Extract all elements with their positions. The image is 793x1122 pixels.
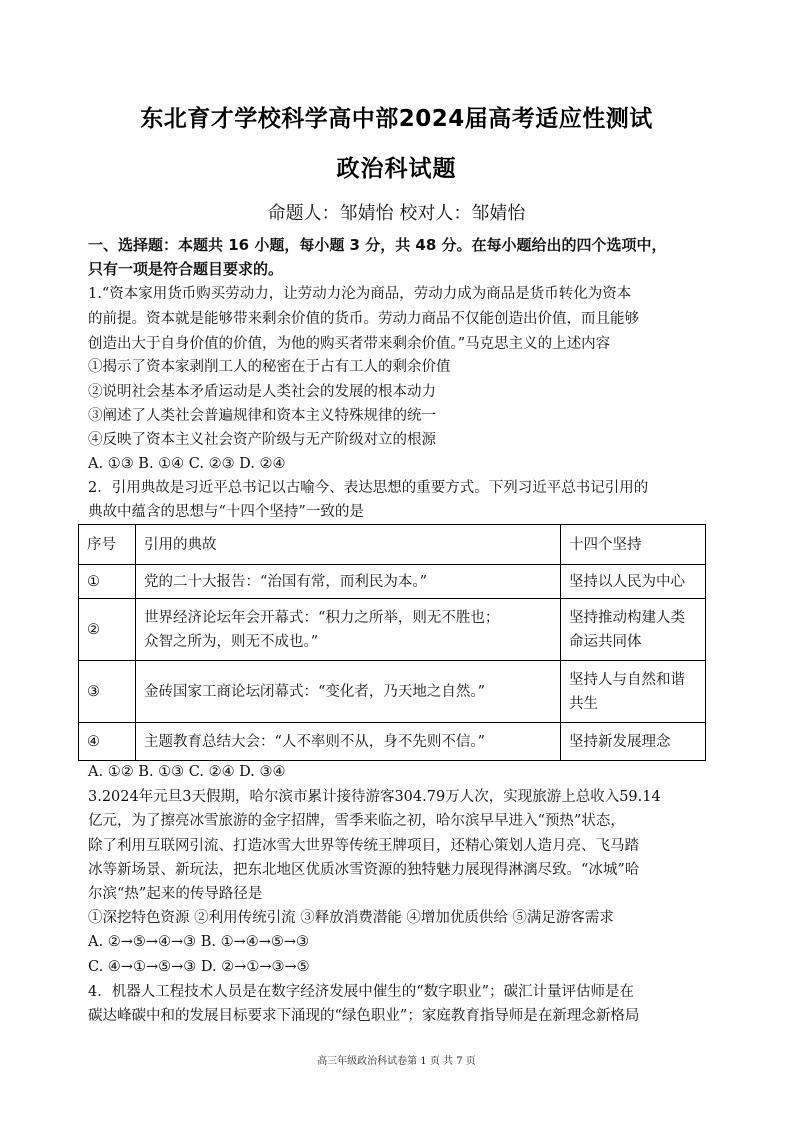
q1-item: ④反映了资本主义社会资产阶级与无产阶级对立的根源: [88, 432, 436, 448]
q3-stem-line: 3.2024年元旦3天假期，哈尔滨市累计接待游客304.79万人次，实现旅游上总收入59.14: [88, 789, 661, 805]
adherence-line: 共生: [569, 695, 598, 712]
quote-line: 世界经济论坛年会开幕式：“积力之所举，则无不胜也；: [144, 609, 500, 626]
section-heading-line-1: 一、选择题：本题共 16 小题，每小题 3 分，共 48 分。在每小题给出的四个选项中，: [88, 236, 667, 254]
table-header-cell: 序号: [79, 525, 136, 565]
table-header-row: [79, 525, 706, 565]
adherence-line: 坚持以人民为中心: [569, 573, 685, 590]
table-row: [79, 661, 706, 723]
row-number: ④: [79, 723, 136, 761]
q3-stem-line: 冰等新场景、新玩法，把东北地区优质冰雪资源的独特魅力展现得淋漓尽致。“冰城”哈: [88, 862, 640, 878]
q1-stem-line: 1.“资本家用货币购买劳动力，让劳动力沦为商品，劳动力成为商品是货币转化为资本: [88, 286, 632, 302]
q3-options-ab: A. ②→⑤→④→③ B. ①→④→⑤→③: [88, 934, 310, 950]
table-header-cell: 引用的典故: [136, 525, 561, 565]
q1-item: ②说明社会基本矛盾运动是人类社会的发展的根本动力: [88, 384, 436, 400]
quote-line: 金砖国家工商论坛闭幕式：“变化者，乃天地之自然。”: [144, 683, 486, 700]
q4-stem-line: 碳达峰碳中和的发展目标要求下涌现的“绿色职业”；家庭教育指导师是在新理念新格局: [88, 1008, 640, 1024]
q2-stem-line: 2．引用典故是习近平总书记以古喻今、表达思想的重要方式。下列习近平总书记引用的: [88, 480, 649, 496]
q1-item: ③阐述了人类社会普遍规律和资本主义特殊规律的统一: [88, 408, 436, 424]
table-row: [79, 723, 706, 761]
section-heading-line-2: 只有一项是符合题目要求的。: [88, 260, 284, 278]
row-adherence: [561, 565, 706, 599]
q3-stem-line: 除了利用互联网引流、打造冰雪大世界等传统王牌项目，还精心策划人造月亮、飞马踏: [88, 838, 639, 854]
row-adherence: [561, 661, 706, 723]
authors-line: 命题人：邹婧怡 校对人：邹婧怡: [267, 203, 526, 224]
row-quote: [136, 723, 561, 761]
table-row: [79, 599, 706, 661]
subject-title: 政治科试题: [336, 156, 457, 182]
row-adherence: [561, 599, 706, 661]
q3-stem-line: 尔滨“热”起来的传导路径是: [88, 886, 263, 902]
row-quote: [136, 599, 561, 661]
quote-line: 党的二十大报告：“治国有常，而利民为本。”: [144, 573, 428, 590]
row-number: ③: [79, 661, 136, 723]
q3-options-cd: C. ④→①→⑤→③ D. ②→①→③→⑤: [88, 959, 310, 975]
quote-line: 主题教育总结大会：“人不率则不从，身不先则不信。”: [144, 733, 486, 750]
row-number: ②: [79, 599, 136, 661]
adherence-line: 命运共同体: [569, 633, 642, 650]
adherence-line: 坚持新发展理念: [569, 733, 671, 750]
table-header-cell: 十四个坚持: [561, 525, 706, 565]
adherence-line: 坚持人与自然和谐: [569, 671, 685, 688]
row-quote: [136, 565, 561, 599]
q1-stem-line: 创造出大于自身价值的价值，为他的购买者带来剩余价值。”马克思主义的上述内容: [88, 336, 611, 352]
row-adherence: [561, 723, 706, 761]
row-number: ①: [79, 565, 136, 599]
adherence-line: 坚持推动构建人类: [569, 609, 685, 626]
q2-stem-line: 典故中蕴含的思想与“十四个坚持”一致的是: [88, 504, 364, 520]
q1-options: A. ①③ B. ①④ C. ②③ D. ②④: [88, 456, 286, 472]
page-footer: 高三年级政治科试卷第 1 页 共 7 页: [317, 1056, 476, 1067]
q1-item: ①揭示了资本家剥削工人的秘密在于占有工人的剩余价值: [88, 359, 451, 375]
q3-items: ①深挖特色资源 ②利用传统引流 ③释放消费潜能 ④增加优质供给 ⑤满足游客需求: [88, 910, 614, 926]
quote-line: 众智之所为，则无不成也。”: [144, 633, 319, 650]
row-quote: [136, 661, 561, 723]
exam-title: 东北育才学校科学高中部2024届高考适应性测试: [140, 106, 653, 132]
table-row: [79, 565, 706, 599]
q4-stem-line: 4．机器人工程技术人员是在数字经济发展中催生的“数字职业”；碳汇计量评估师是在: [88, 984, 635, 1000]
q3-stem-line: 亿元，为了擦亮冰雪旅游的金字招牌，雪季来临之初，哈尔滨早早进入“预热”状态，: [88, 813, 625, 829]
quote-table: [78, 524, 706, 761]
q1-stem-line: 的前提。资本就是能够带来剩余价值的货币。劳动力商品不仅能创造出价值，而且能够: [88, 311, 639, 327]
q2-options: A. ①② B. ①③ C. ②④ D. ③④: [88, 764, 286, 780]
